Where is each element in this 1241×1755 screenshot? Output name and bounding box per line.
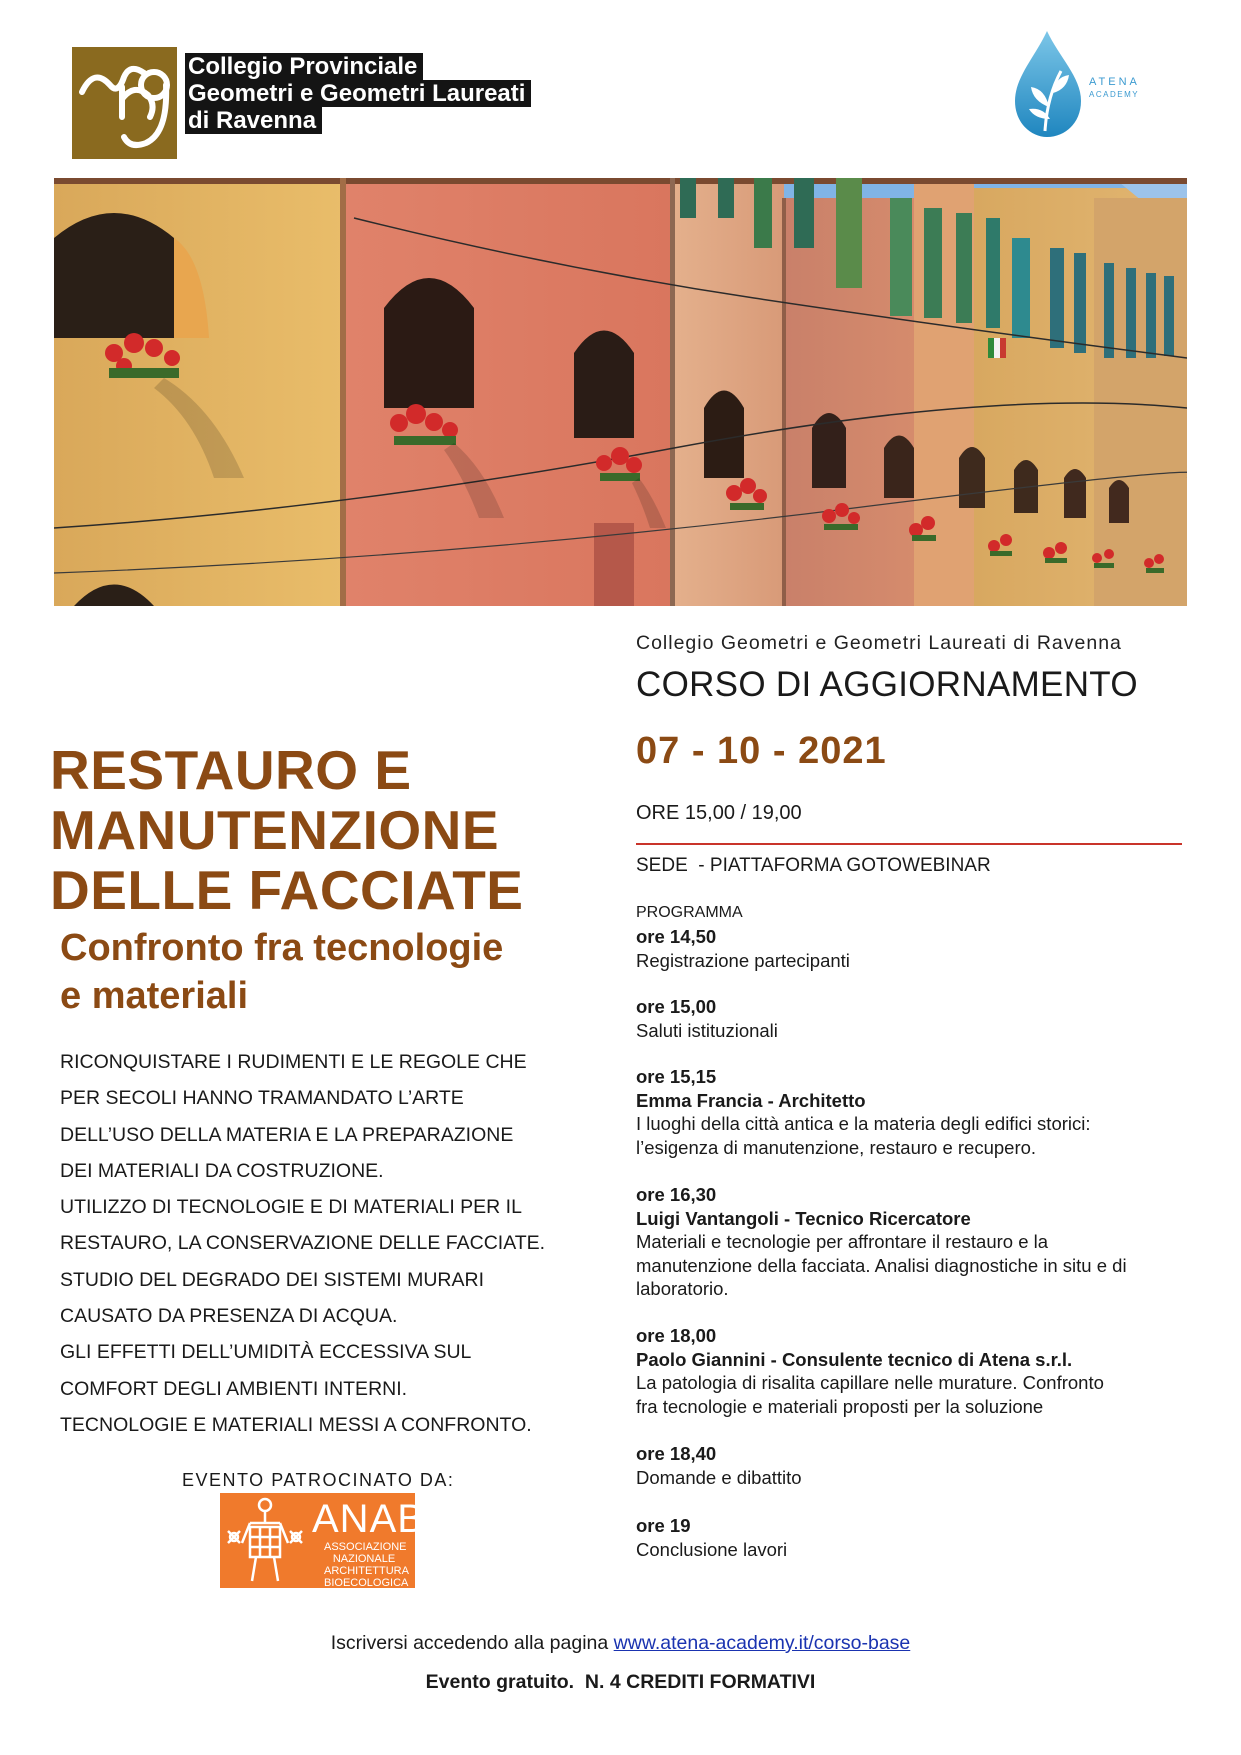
- program-item-line: Materiali e tecnologie per affrontare il restauro e la: [636, 1231, 1049, 1252]
- signup-line: [0, 1632, 1241, 1655]
- description-line: RICONQUISTARE I RUDIMENTI E LE REGOLE CHE: [60, 1051, 527, 1073]
- program-item-line: I luoghi della città antica e la materia degli edifici storici:: [636, 1113, 1091, 1134]
- course-description: [60, 1044, 620, 1443]
- description-line: STUDIO DEL DEGRADO DEI SISTEMI MURARI: [60, 1268, 484, 1291]
- event-venue: SEDE - PIATTAFORMA GOTOWEBINAR: [636, 855, 991, 876]
- program-item-line: La patologia di risalita capillare nelle murature. Confronto: [636, 1372, 1104, 1393]
- page-title-line: RESTAURO E: [50, 739, 412, 801]
- organizer-line: Collegio Geometri e Geometri Laureati di Ravenna: [636, 632, 1122, 654]
- program-item-time: ore 19: [636, 1515, 691, 1536]
- page-subtitle-line: e materiali: [60, 975, 248, 1017]
- atena-logo-name: ATENA: [1089, 76, 1140, 88]
- anab-logo-title: ANAB: [312, 1497, 425, 1541]
- program-item-speaker: Paolo Giannini - Consulente tecnico di Atena s.r.l.: [636, 1348, 1073, 1370]
- program-item: [636, 1324, 1196, 1418]
- description-line: GLI EFFETTI DELL’UMIDITÀ ECCESSIVA SUL: [60, 1341, 472, 1364]
- anab-logo-subtitle: [324, 1541, 409, 1589]
- program-item-time: ore 18,00: [636, 1325, 717, 1346]
- program-item-speaker: Luigi Vantangoli - Tecnico Ricercatore: [636, 1207, 971, 1229]
- program-item-time: ore 15,15: [636, 1066, 717, 1087]
- program-item: [636, 1442, 1196, 1489]
- program-item-time: ore 14,50: [636, 926, 717, 947]
- page-title: [50, 740, 523, 920]
- page-subtitle-line: Confronto fra tecnologie: [60, 927, 504, 969]
- program-item-line: Registrazione partecipanti: [636, 949, 850, 971]
- anab-logo: [220, 1493, 425, 1589]
- divider: [636, 843, 1182, 845]
- free-event-note: Evento gratuito. N. 4 CREDITI FORMATIVI: [425, 1671, 816, 1693]
- program-item-line: laboratorio.: [636, 1278, 729, 1299]
- description-line: PER SECOLI HANNO TRAMANDATO L’ARTE: [60, 1087, 464, 1110]
- event-hours: ORE 15,00 / 19,00: [636, 802, 802, 824]
- college-logo-line-2: Geometri e Geometri Laureati: [185, 80, 531, 107]
- program-item-line: fra tecnologie e materiali proposti per la soluzione: [636, 1395, 1044, 1417]
- program-item-time: ore 16,30: [636, 1184, 717, 1205]
- event-date: 07 - 10 - 2021: [636, 730, 887, 772]
- signup-text: Iscriversi accedendo alla pagina: [330, 1632, 614, 1654]
- program-item: [636, 1065, 1196, 1159]
- program-item-line: l’esigenza di manutenzione, restauro e recupero.: [636, 1136, 1037, 1158]
- course-type: CORSO DI AGGIORNAMENTO: [636, 665, 1138, 704]
- description-line: UTILIZZO DI TECNOLOGIE E DI MATERIALI PER IL: [60, 1196, 522, 1219]
- program-item: [636, 995, 1196, 1042]
- program-item: [636, 925, 1196, 972]
- signup-link[interactable]: www.atena-academy.it/corso-base: [613, 1632, 911, 1654]
- atena-logo-tagline: ACADEMY: [1089, 90, 1140, 99]
- hero-facade-photo: [54, 178, 1187, 606]
- anab-logo-subtitle-line: ASSOCIAZIONE: [324, 1541, 407, 1553]
- description-line: DEI MATERIALI DA COSTRUZIONE.: [60, 1159, 384, 1182]
- program-item-line: Conclusione lavori: [636, 1538, 788, 1560]
- program-item-line: Domande e dibattito: [636, 1466, 802, 1488]
- atena-academy-logo: [1005, 27, 1155, 142]
- sponsor-label: EVENTO PATROCINATO DA:: [182, 1470, 455, 1490]
- description-line: CAUSATO DA PRESENZA DI ACQUA.: [60, 1305, 398, 1328]
- program-item: [636, 1514, 1196, 1561]
- program-item-line: Saluti istituzionali: [636, 1019, 778, 1041]
- program-item-line: manutenzione della facciata. Analisi diagnostiche in situ e di: [636, 1254, 1127, 1276]
- description-line: TECNOLOGIE E MATERIALI MESSI A CONFRONTO.: [60, 1413, 532, 1436]
- program-item-time: ore 18,40: [636, 1443, 717, 1464]
- anab-logo-subtitle-line: NAZIONALE: [332, 1553, 396, 1565]
- anab-logo-subtitle-line: BIOECOLOGICA: [324, 1577, 409, 1589]
- program-item-time: ore 15,00: [636, 996, 717, 1017]
- page-subtitle: [60, 924, 503, 1020]
- college-logo-line-3: di Ravenna: [185, 107, 322, 134]
- program-label: PROGRAMMA: [636, 904, 743, 921]
- college-logo-line-1: Collegio Provinciale: [185, 53, 423, 80]
- description-line: COMFORT DEGLI AMBIENTI INTERNI.: [60, 1377, 408, 1400]
- anab-emblem-icon: [220, 1493, 310, 1588]
- anab-logo-subtitle-line: ARCHITETTURA: [324, 1565, 409, 1577]
- description-line: DELL’USO DELLA MATERIA E LA PREPARAZIONE: [60, 1123, 514, 1146]
- description-line: RESTAURO, LA CONSERVAZIONE DELLE FACCIATE.: [60, 1232, 546, 1255]
- water-drop-leaf-icon: [1005, 27, 1155, 142]
- page-title-line: MANUTENZIONE: [50, 799, 500, 861]
- page-title-line: DELLE FACCIATE: [50, 859, 524, 921]
- program-item: [636, 1183, 1196, 1301]
- program-item-speaker: Emma Francia - Architetto: [636, 1089, 866, 1111]
- college-monogram-icon: [72, 47, 177, 159]
